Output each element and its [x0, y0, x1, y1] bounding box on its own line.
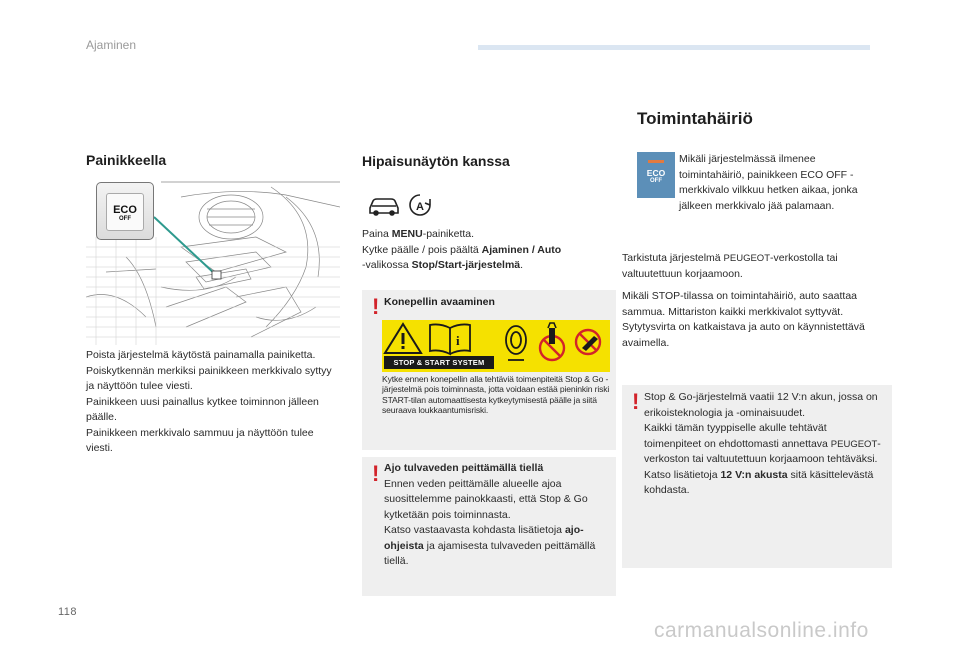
svg-text:A: A: [416, 201, 424, 213]
konepelti-title: Konepellin avaaminen: [384, 296, 495, 308]
paina-text: Paina: [362, 228, 392, 240]
section-header: Ajaminen: [86, 38, 137, 52]
tulvavesi-line2c: ja ajamisesta tulvaveden peittämällä tiellä.: [384, 539, 596, 567]
stop-fault-text: Mikäli STOP-tilassa on toimintahäiriö, auto saattaa sammua. Mittariston kaikki merkkivalot syttyvät. Sytytysvirta on katkaistava ja auto on käynnistettävä avaimella.: [622, 290, 865, 349]
battery-line2a: Kaikki tämän tyyppiselle akulle tehtävät toimenpiteet on ehdottomasti annettava: [644, 422, 831, 450]
note-konepelti: [362, 290, 616, 450]
heading-painikkeella: Painikkeella: [86, 152, 167, 168]
eco-button-label: ECO: [113, 204, 137, 216]
warning-exclamation-icon: !: [372, 461, 380, 486]
painiketta-text: -painiketta.: [422, 228, 475, 240]
battery-text: [644, 390, 884, 499]
eco-icon-bar: [648, 160, 664, 163]
eco-off-button-illustration: [96, 182, 154, 240]
manual-book-icon: [430, 324, 470, 354]
menu-label: MENU: [391, 228, 423, 240]
header-bar: [478, 45, 870, 50]
battery-line2b: -verkoston tai valtuutettuun korjaamoon tehtäväksi.: [644, 437, 881, 465]
kytke-text: Kytke päälle / pois päältä: [362, 243, 482, 256]
brand-name: PEUGEOT: [723, 253, 770, 264]
warning-exclamation-icon: !: [632, 389, 640, 414]
konepelti-text: Kytke ennen konepellin alla tehtäviä toimenpiteitä Stop & Go -järjestelmä pois toiminnasta, jotta voidaan estää pieninkin riski START-tilan automaattisesta kytkeytymisestä päälle ja siitä seuraava loukkaantumisriski.: [382, 374, 610, 416]
tulvavesi-line1: Ennen veden peittämälle alueelle ajoa suosittelemme painokkaasti, että Stop & Go kytketään pois toiminnasta.: [384, 477, 588, 521]
ajaminen-auto-label: Ajaminen / Auto: [481, 243, 562, 256]
svg-text:i: i: [456, 333, 460, 348]
no-tool-icon: [576, 330, 600, 354]
dashboard-illustration: [86, 177, 340, 345]
warning-exclamation-icon: !: [372, 294, 380, 319]
eco-button-off-label: OFF: [119, 216, 131, 222]
battery-line3c: sitä käsittelevästä kohdasta.: [644, 468, 874, 496]
eco-off-warning-icon: [637, 152, 675, 198]
note-tulvavesi: [362, 457, 616, 596]
warning-label-panel: [382, 320, 610, 372]
dot: .: [520, 259, 524, 271]
hipaisu-text: [362, 227, 612, 274]
tulvavesi-text: [384, 461, 610, 570]
painikkeella-p4: Painikkeen merkkivalo sammuu ja näyttöön tulee viesti.: [86, 426, 314, 454]
touchscreen-icons: [368, 192, 438, 218]
painikkeella-p3: Painikkeen uusi painallus kytkee toiminnon jälleen päälle.: [86, 395, 319, 423]
painikkeella-p1: Poista järjestelmä käytöstä painamalla painiketta.: [86, 349, 316, 361]
page-number: 118: [58, 606, 78, 618]
tark-b: -verkostolla tai valtuutettuun korjaamoon.: [622, 252, 838, 280]
car-icon: [370, 199, 398, 215]
tulvavesi-title: Ajo tulvaveden peittämällä tiellä: [384, 462, 544, 474]
battery-line3a: Katso lisätietoja: [644, 468, 721, 481]
stopstart-label: Stop/Start-järjestelmä: [411, 259, 521, 271]
ajo-ohjeista-label: ajo-ohjeista: [384, 524, 584, 552]
painikkeella-text: [86, 348, 342, 457]
belt-engine-icon: [506, 326, 526, 360]
heading-hipaisunaytto: Hipaisunäytön kanssa: [362, 153, 510, 169]
tarkistuta-text: [622, 251, 892, 282]
note-battery: [622, 385, 892, 568]
eco-icon-label: ECO: [646, 168, 666, 178]
auto-start-icon: [410, 195, 430, 215]
eco-fault-text: Mikäli järjestelmässä ilmenee toimintahäiriö, painikkeen ECO OFF -merkkivalo vilkkuu hetken aikaa, jonka jälkeen merkkivalo jää palamaan.: [679, 153, 858, 212]
no-hand-icon: [540, 323, 564, 360]
heading-toimintahairio: Toimintahäiriö: [637, 109, 753, 128]
painikkeella-p2: Poiskytkennän merkiksi painikkeen merkkivalo syttyy ja näyttöön tulee viesti.: [86, 364, 332, 392]
battery-link-label: 12 V:n akusta: [720, 468, 788, 481]
valikossa-text: -valikossa: [362, 259, 412, 271]
caution-triangle-icon: [385, 324, 421, 353]
stop-start-system-label: STOP & START SYSTEM: [384, 356, 494, 369]
tark-a: Tarkistuta järjestelmä: [622, 252, 724, 264]
eco-icon-off-label: OFF: [650, 178, 662, 184]
battery-line1: Stop & Go-järjestelmä vaatii 12 V:n akun, jossa on erikoisteknologia ja -ominaisuudet.: [644, 391, 878, 419]
watermark: carmanualsonline.info: [654, 619, 869, 642]
brand-name: PEUGEOT: [830, 438, 878, 450]
tulvavesi-line2a: Katso vastaavasta kohdasta lisätietoja: [384, 524, 565, 536]
